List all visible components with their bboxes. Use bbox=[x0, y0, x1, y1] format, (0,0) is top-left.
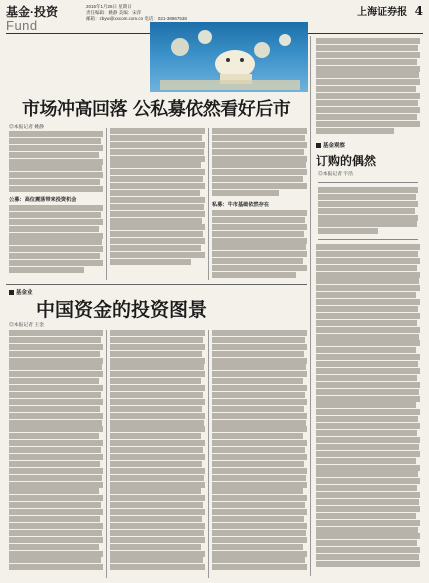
article2-byline: ◎本报记者 王金 bbox=[9, 323, 44, 328]
newspaper-name: 上海证券报 bbox=[357, 7, 408, 18]
sidebar-byline: ◎本报记者 宇浩 bbox=[318, 172, 353, 177]
column-divider bbox=[208, 330, 209, 578]
article1-col3-b bbox=[212, 210, 307, 280]
contact-line: 邮箱：zbyw@xxcom.com.cn 电话：021-38967538 bbox=[86, 16, 187, 21]
article2-col2 bbox=[110, 330, 205, 578]
sidebar-section-label bbox=[316, 141, 345, 149]
date-line: 2015年1月26日 星期日 bbox=[86, 4, 132, 9]
section-title: 基金·投资 bbox=[6, 5, 58, 19]
column-divider bbox=[208, 128, 209, 280]
article1-byline: ◎本报记者 姚静 bbox=[9, 125, 44, 130]
editor-line: 责任编辑：姚静 美编：宋萍 bbox=[86, 10, 142, 15]
sidebar-intro-text bbox=[318, 187, 418, 235]
masthead bbox=[357, 3, 423, 18]
section-marker bbox=[9, 290, 14, 295]
section-rule bbox=[6, 284, 307, 285]
sidebar-top-text bbox=[316, 38, 420, 138]
column-divider bbox=[106, 128, 107, 280]
article2-headline: 中国资金的投资图景 bbox=[36, 299, 208, 321]
article-photo bbox=[150, 22, 308, 92]
article2-section-label bbox=[9, 288, 33, 296]
sidebar-divider bbox=[310, 36, 311, 576]
sidebar-title: 订购的偶然 bbox=[316, 154, 377, 168]
article1-headline: 市场冲高回落 公私募依然看好后市 bbox=[22, 99, 291, 120]
article1-col1-b bbox=[9, 205, 103, 281]
article1-col2 bbox=[110, 128, 205, 280]
section-marker bbox=[316, 143, 321, 148]
coins-illustration bbox=[150, 22, 308, 92]
article1-col3 bbox=[212, 128, 307, 198]
sidebar-body bbox=[316, 244, 420, 574]
article2-col1 bbox=[9, 330, 103, 578]
article1-subhead-1: 公募：高位震荡带来投资机会 bbox=[9, 197, 77, 203]
page-number: 4 bbox=[414, 4, 423, 18]
section-subtitle: Fund bbox=[6, 18, 38, 33]
article2-section-text: 基金业 bbox=[16, 290, 33, 296]
article2-col3 bbox=[212, 330, 307, 578]
article1-subhead-2: 私募：牛市基础依然存在 bbox=[212, 202, 270, 208]
column-divider bbox=[106, 330, 107, 578]
sidebar-intro-box bbox=[318, 182, 418, 240]
header-meta bbox=[86, 4, 187, 22]
sidebar-section-text: 基金观察 bbox=[323, 143, 346, 149]
